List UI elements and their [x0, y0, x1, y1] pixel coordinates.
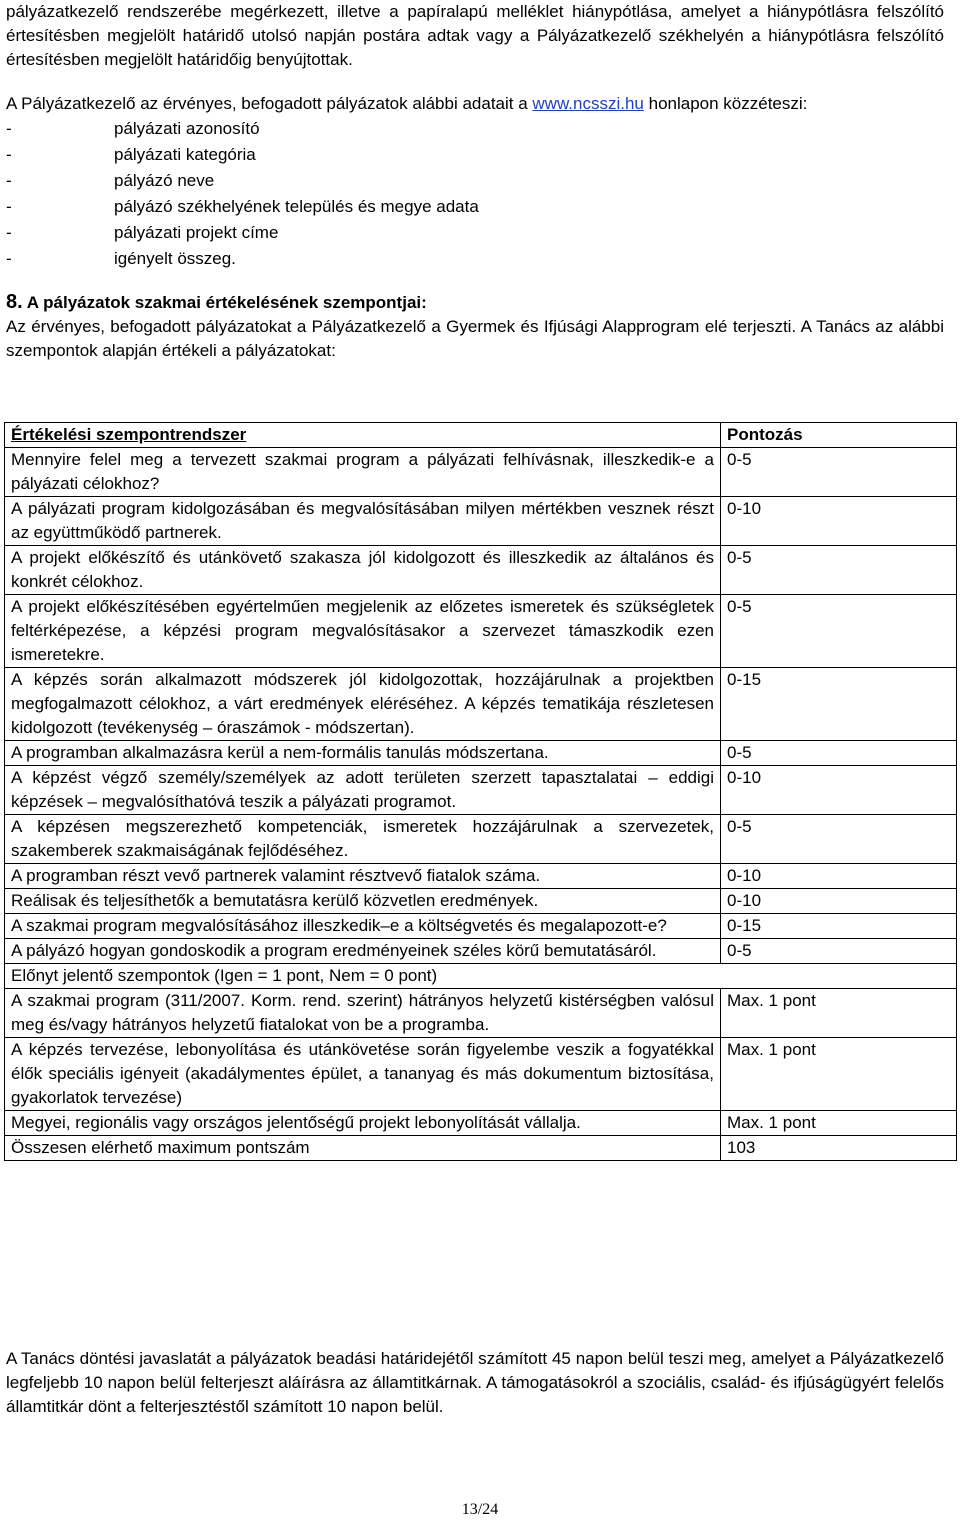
score-cell: 0-5 [721, 546, 957, 595]
section-title: A pályázatok szakmai értékelésének szempontjai: [22, 293, 427, 312]
criteria-cell: A programban részt vevő partnerek valamint résztvevő fiatalok száma. [5, 864, 721, 889]
table-row [5, 766, 957, 815]
table-row [5, 497, 957, 546]
bonus-header: Előnyt jelentő szempontok (Igen = 1 pont, Nem = 0 pont) [5, 964, 957, 989]
list-item [6, 168, 944, 194]
criteria-cell: A projekt előkészítésében egyértelműen megjelenik az előzetes ismeretek és szükségletek feltérképezése, a képzési program megvalósításakor a szervezet támaszkodik ezen ismeretekre. [5, 595, 721, 668]
list-dash: - [6, 249, 12, 268]
list-item-text: pályázó neve [114, 171, 215, 190]
criteria-cell: A képzést végző személy/személyek az adott területen szerzett tapasztalatai – eddigi képzések – megvalósíthatóvá teszik a pályázati programot. [5, 766, 721, 815]
list-item [6, 194, 944, 220]
closing-paragraph: A Tanács döntési javaslatát a pályázatok beadási határidejétől számított 45 napon belül teszi meg, amelyet a Pályázatkezelő legfeljebb 10 napon belül felterjeszt aláírásra az államtitkárnak. A támogatásokról a szociális, család- és ifjúságügyért felelős államtitkár dönt a felterjesztéstől számított 10 napon belül. [6, 1349, 944, 1416]
criteria-cell: A programban alkalmazásra kerül a nem-formális tanulás módszertana. [5, 741, 721, 766]
list-item [6, 220, 944, 246]
criteria-cell: A pályázó hogyan gondoskodik a program eredményeinek széles körű bemutatásáról. [5, 939, 721, 964]
intro-paragraph-2-start: A Pályázatkezelő az érvényes, befogadott pályázatok alábbi adatait a [6, 94, 533, 113]
total-value: 103 [721, 1136, 957, 1161]
table-row [5, 741, 957, 766]
table-row [5, 1111, 957, 1136]
score-cell: 0-5 [721, 448, 957, 497]
intro-paragraph-2-end: honlapon közzéteszi: [643, 94, 808, 113]
score-cell: Max. 1 pont [721, 989, 957, 1038]
list-item-text: pályázati azonosító [114, 119, 260, 138]
table-row [5, 864, 957, 889]
score-cell: 0-10 [721, 497, 957, 546]
score-header: Pontozás [721, 423, 957, 448]
section-number: 8. [6, 291, 23, 313]
list-item-text: pályázó székhelyének település és megye adata [114, 197, 479, 216]
score-cell: 0-5 [721, 741, 957, 766]
intro-paragraph-1: pályázatkezelő rendszerébe megérkezett, illetve a papíralapú melléklet hiánypótlása, amelyet a hiánypótlásra felszólító értesítésben megjelölt határidő utolsó napján postára adtak vagy a Pályázatkezelő székhelyén a hiánypótlásra felszólító értesítésben megjelölt határidőig benyújtottak. [6, 2, 944, 69]
score-cell: 0-10 [721, 766, 957, 815]
score-cell: 0-5 [721, 939, 957, 964]
list-dash: - [6, 145, 12, 164]
list-item-text: pályázati projekt címe [114, 223, 279, 242]
score-cell: Max. 1 pont [721, 1111, 957, 1136]
intro-paragraph-2 [6, 92, 944, 116]
criteria-cell: Reálisak és teljesíthetők a bemutatásra kerülő közvetlen eredmények. [5, 889, 721, 914]
ncsszi-link[interactable]: www.ncsszi.hu [532, 94, 644, 113]
list-item [6, 116, 944, 142]
list-item-text: igényelt összeg. [114, 249, 236, 268]
bonus-header-row [5, 964, 957, 989]
list-dash: - [6, 119, 12, 138]
table-row [5, 815, 957, 864]
criteria-cell: A képzésen megszerezhető kompetenciák, ismeretek hozzájárulnak a szervezetek, szakemberek szakmaiságának fejlődéséhez. [5, 815, 721, 864]
list-dash: - [6, 171, 12, 190]
total-row [5, 1136, 957, 1161]
table-row [5, 668, 957, 741]
score-cell: 0-5 [721, 815, 957, 864]
list-item [6, 246, 944, 272]
page-number: 13/24 [461, 1501, 499, 1518]
criteria-cell: Megyei, regionális vagy országos jelentőségű projekt lebonyolítását vállalja. [5, 1111, 721, 1136]
score-cell: 0-15 [721, 668, 957, 741]
evaluation-table [4, 422, 957, 1161]
published-data-list [6, 116, 944, 272]
criteria-cell: A projekt előkészítő és utánkövető szakasza jól kidolgozott és illeszkedik az általános és konkrét célokhoz. [5, 546, 721, 595]
table-row [5, 939, 957, 964]
total-label: Összesen elérhető maximum pontszám [5, 1136, 721, 1161]
section-heading [6, 290, 944, 315]
table-row [5, 595, 957, 668]
table-row [5, 1038, 957, 1111]
list-dash: - [6, 223, 12, 242]
section-paragraph: Az érvényes, befogadott pályázatokat a Pályázatkezelő a Gyermek és Ifjúsági Alapprogram elé terjeszti. A Tanács az alábbi szempontok alapján értékeli a pályázatokat: [6, 317, 944, 360]
criteria-cell: A szakmai program megvalósításához illeszkedik–e a költségvetés és megalapozott-e? [5, 914, 721, 939]
score-cell: Max. 1 pont [721, 1038, 957, 1111]
list-item-text: pályázati kategória [114, 145, 256, 164]
table-row [5, 546, 957, 595]
criteria-cell: A szakmai program (311/2007. Korm. rend. szerint) hátrányos helyzetű kistérségben valósul meg és/vagy hátrányos helyzetű fiatalokat von be a programba. [5, 989, 721, 1038]
table-row [5, 889, 957, 914]
table-row [5, 914, 957, 939]
criteria-cell: Mennyire felel meg a tervezett szakmai program a pályázati felhívásnak, illeszkedik-e a pályázati célokhoz? [5, 448, 721, 497]
document-body [6, 0, 944, 363]
criteria-header: Értékelési szempontrendszer [5, 423, 721, 448]
criteria-cell: A képzés tervezése, lebonyolítása és utánkövetése során figyelembe veszik a fogyatékkal élők speciális igényeit (akadálymentes épület, a tananyag és más dokumentum biztosítása, gyakorlatok tervezése) [5, 1038, 721, 1111]
table-row [5, 448, 957, 497]
table-row [5, 989, 957, 1038]
list-dash: - [6, 197, 12, 216]
score-cell: 0-5 [721, 595, 957, 668]
list-item [6, 142, 944, 168]
score-cell: 0-15 [721, 914, 957, 939]
score-cell: 0-10 [721, 889, 957, 914]
table-header-row [5, 423, 957, 448]
criteria-cell: A képzés során alkalmazott módszerek jól kidolgozottak, hozzájárulnak a projektben megfogalmazott célokhoz, a várt eredmények eléréséhez. A képzés tematikája részletesen kidolgozott (tevékenység – óraszámok - módszertan). [5, 668, 721, 741]
score-cell: 0-10 [721, 864, 957, 889]
criteria-cell: A pályázati program kidolgozásában és megvalósításában milyen mértékben vesznek részt az együttműködő partnerek. [5, 497, 721, 546]
